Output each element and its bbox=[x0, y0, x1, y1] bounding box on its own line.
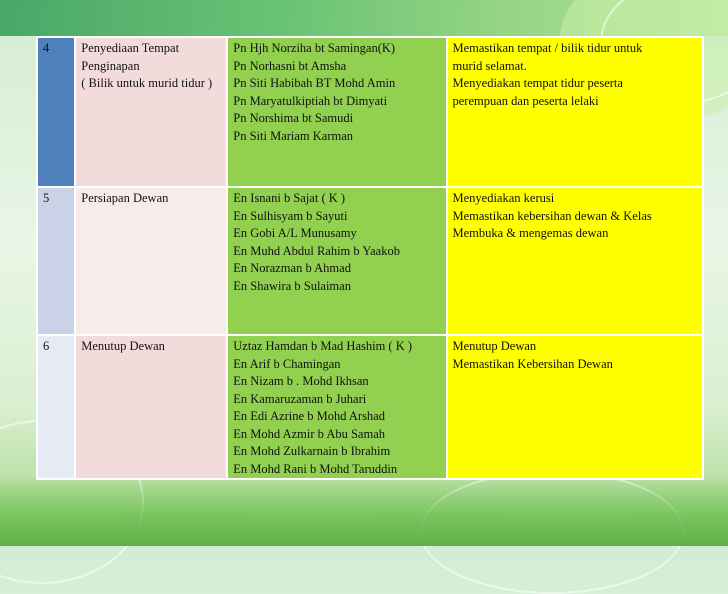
duty-line: Menyediakan tempat tidur peserta bbox=[452, 76, 623, 90]
staff-cell bbox=[227, 37, 446, 187]
staff-cell bbox=[227, 187, 446, 335]
staff-name: Uztaz Hamdan b Mad Hashim ( K ) bbox=[233, 339, 413, 353]
staff-name: En Kamaruzaman b Juhari bbox=[233, 391, 367, 406]
staff-name: En Sulhisyam b Sayuti bbox=[233, 208, 348, 223]
duty-line: Menyediakan kerusi bbox=[452, 191, 555, 205]
staff-name: En Arif b Chamingan bbox=[233, 356, 341, 371]
task-cell bbox=[75, 187, 227, 335]
duty-line: murid selamat. bbox=[452, 58, 527, 73]
staff-name: Pn Siti Mariam Karman bbox=[233, 128, 354, 143]
duty-line: Memastikan tempat / bilik tidur untuk bbox=[452, 41, 643, 55]
duty-cell bbox=[447, 37, 704, 187]
staff-cell bbox=[227, 335, 446, 479]
staff-name: Pn Maryatulkiptiah bt Dimyati bbox=[233, 93, 388, 108]
task-line: Penginapan bbox=[81, 58, 140, 73]
staff-name: Pn Hjh Norziha bt Samingan(K) bbox=[233, 41, 396, 55]
staff-name: En Mohd Rani b Mohd Taruddin bbox=[233, 461, 398, 476]
task-line: ( Bilik untuk murid tidur ) bbox=[81, 76, 213, 90]
row-number: 6 bbox=[43, 339, 50, 353]
staff-name: Pn Norhasni bt Amsha bbox=[233, 58, 347, 73]
staff-name: En Gobi A/L Munusamy bbox=[233, 226, 357, 240]
row-number-cell bbox=[37, 37, 75, 187]
row-number-cell bbox=[37, 335, 75, 479]
bottom-decoration-band bbox=[0, 476, 728, 546]
staff-name: En Edi Azrine b Mohd Arshad bbox=[233, 409, 385, 423]
duty-line: perempuan dan peserta lelaki bbox=[452, 93, 599, 108]
staff-name: Pn Siti Habibah BT Mohd Amin bbox=[233, 76, 396, 90]
row-number-cell bbox=[37, 187, 75, 335]
duty-schedule-table bbox=[36, 36, 704, 480]
table-row bbox=[37, 37, 703, 187]
staff-name: En Shawira b Sulaiman bbox=[233, 278, 351, 293]
task-line: Menutup Dewan bbox=[81, 339, 165, 353]
staff-name: En Norazman b Ahmad bbox=[233, 261, 351, 275]
task-line: Penyediaan Tempat bbox=[81, 41, 180, 55]
staff-name: En Muhd Abdul Rahim b Yaakob bbox=[233, 243, 400, 258]
row-number: 5 bbox=[43, 191, 50, 205]
duty-line: Memastikan kebersihan dewan & Kelas bbox=[452, 208, 652, 223]
staff-name: En Nizam b . Mohd Ikhsan bbox=[233, 374, 369, 388]
table-row bbox=[37, 335, 703, 479]
duty-line: Menutup Dewan bbox=[452, 339, 537, 353]
task-line: Persiapan Dewan bbox=[81, 191, 169, 205]
staff-name: En Mohd Zulkarnain b Ibrahim bbox=[233, 444, 391, 458]
staff-name: En Isnani b Sajat ( K ) bbox=[233, 191, 346, 205]
staff-name: En Mohd Azmir b Abu Samah bbox=[233, 426, 385, 441]
table-row bbox=[37, 187, 703, 335]
staff-name: Pn Norshima bt Samudi bbox=[233, 111, 354, 125]
task-cell bbox=[75, 335, 227, 479]
duty-line: Membuka & mengemas dewan bbox=[452, 226, 609, 240]
duty-cell bbox=[447, 187, 704, 335]
duty-cell bbox=[447, 335, 704, 479]
duty-line: Memastikan Kebersihan Dewan bbox=[452, 356, 613, 371]
row-number: 4 bbox=[43, 41, 50, 55]
task-cell bbox=[75, 37, 227, 187]
